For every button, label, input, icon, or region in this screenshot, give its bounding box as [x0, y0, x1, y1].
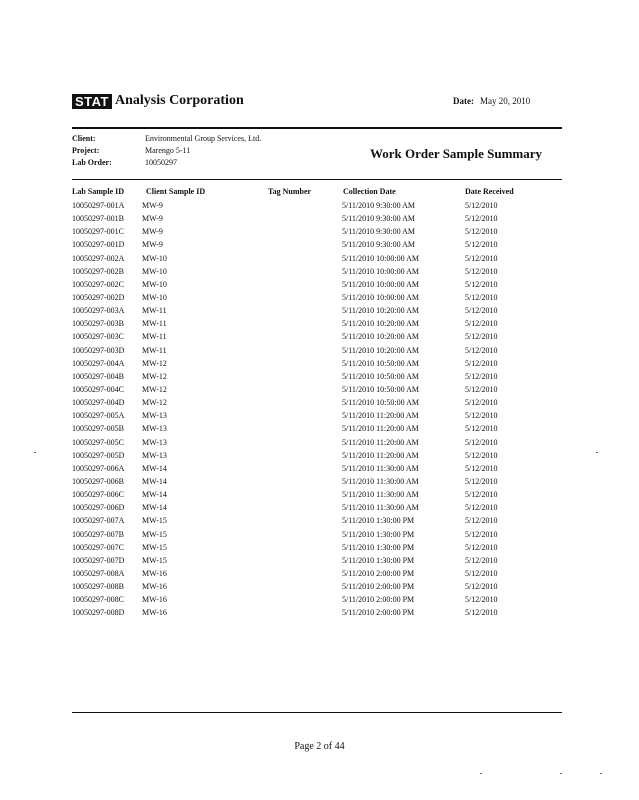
collection-date-cell: 5/11/2010 10:20:00 AM [342, 332, 420, 342]
client-sample-id-cell: MW-10 [142, 279, 167, 289]
lab-sample-id-cell: 10050297-004C [72, 384, 124, 394]
date-received-cell: 5/12/2010 [465, 555, 498, 565]
table-row [0, 556, 639, 569]
client-sample-id-cell: MW-10 [142, 266, 167, 276]
date-received-cell: 5/12/2010 [465, 332, 498, 342]
collection-date-cell: 5/11/2010 10:20:00 AM [342, 319, 420, 329]
lab-sample-id-cell: 10050297-005D [72, 450, 125, 460]
client-sample-id-cell: MW-16 [142, 608, 167, 618]
date-received-cell: 5/12/2010 [465, 306, 498, 316]
lab-sample-id-cell: 10050297-003D [72, 345, 125, 355]
client-value: Environmental Group Services, Ltd. [145, 134, 262, 143]
lab-sample-id-cell: 10050297-003C [72, 332, 124, 342]
lab-sample-id-cell: 10050297-007A [72, 516, 125, 526]
client-sample-id-cell: MW-12 [142, 371, 167, 381]
table-row [0, 372, 639, 385]
table-row [0, 464, 639, 477]
date-received-cell: 5/12/2010 [465, 503, 498, 513]
table-row [0, 214, 639, 227]
lab-sample-id-cell: 10050297-007D [72, 555, 125, 565]
col-header-collection-date: Collection Date [343, 187, 396, 196]
client-sample-id-cell: MW-13 [142, 424, 167, 434]
lab-sample-id-cell: 10050297-001D [72, 240, 125, 250]
table-row [0, 267, 639, 280]
project-value: Marengo 5-11 [145, 146, 191, 155]
lab-sample-id-cell: 10050297-002D [72, 292, 125, 302]
table-row [0, 227, 639, 240]
client-sample-id-cell: MW-9 [142, 240, 163, 250]
client-sample-id-cell: MW-14 [142, 476, 167, 486]
date-received-cell: 5/12/2010 [465, 227, 498, 237]
date-received-cell: 5/12/2010 [465, 371, 498, 381]
lab-sample-id-cell: 10050297-004A [72, 358, 125, 368]
date-received-cell: 5/12/2010 [465, 292, 498, 302]
date-received-cell: 5/12/2010 [465, 358, 498, 368]
table-row [0, 319, 639, 332]
client-sample-id-cell: MW-11 [142, 332, 167, 342]
table-row [0, 438, 639, 451]
client-sample-id-cell: MW-14 [142, 463, 167, 473]
client-sample-id-cell: MW-14 [142, 490, 167, 500]
table-row [0, 240, 639, 253]
lab-sample-id-cell: 10050297-003B [72, 319, 124, 329]
table-row [0, 411, 639, 424]
table-row [0, 582, 639, 595]
scan-speck [596, 452, 598, 453]
lab-order-label: Lab Order: [72, 158, 112, 167]
date-received-cell: 5/12/2010 [465, 568, 498, 578]
lab-sample-id-cell: 10050297-004B [72, 371, 124, 381]
col-header-date-received: Date Received [465, 187, 514, 196]
table-row [0, 346, 639, 359]
lab-order-value: 10050297 [145, 158, 177, 167]
collection-date-cell: 5/11/2010 1:30:00 PM [342, 516, 415, 526]
project-label: Project: [72, 146, 100, 155]
col-header-lab-sample-id: Lab Sample ID [72, 187, 125, 196]
table-row [0, 451, 639, 464]
table-row [0, 530, 639, 543]
client-sample-id-cell: MW-12 [142, 384, 167, 394]
table-row [0, 569, 639, 582]
lab-sample-id-cell: 10050297-006D [72, 503, 125, 513]
date-received-cell: 5/12/2010 [465, 253, 498, 263]
table-row [0, 398, 639, 411]
lab-sample-id-cell: 10050297-002B [72, 266, 124, 276]
lab-sample-id-cell: 10050297-006A [72, 463, 125, 473]
collection-date-cell: 5/11/2010 11:20:00 AM [342, 424, 419, 434]
date-received-cell: 5/12/2010 [465, 476, 498, 486]
client-sample-id-cell: MW-13 [142, 411, 167, 421]
lab-sample-id-cell: 10050297-007B [72, 529, 124, 539]
table-top-rule [72, 179, 562, 180]
lab-sample-id-cell: 10050297-001A [72, 201, 125, 210]
collection-date-cell: 5/11/2010 11:20:00 AM [342, 411, 419, 421]
header-rule-thick [72, 127, 562, 129]
table-row [0, 543, 639, 556]
client-sample-id-cell: MW-16 [142, 595, 167, 605]
client-sample-id-cell: MW-15 [142, 542, 167, 552]
client-sample-id-cell: MW-15 [142, 516, 167, 526]
collection-date-cell: 5/11/2010 2:00:00 PM [342, 568, 415, 578]
date-received-cell: 5/12/2010 [465, 319, 498, 329]
lab-sample-id-cell: 10050297-002C [72, 279, 124, 289]
lab-sample-id-cell: 10050297-008A [72, 568, 125, 578]
scan-speck [480, 773, 482, 774]
date-received-cell: 5/12/2010 [465, 345, 498, 355]
client-sample-id-cell: MW-16 [142, 568, 167, 578]
date-received-cell: 5/12/2010 [465, 411, 498, 421]
date-received-cell: 5/12/2010 [465, 214, 498, 224]
lab-sample-id-cell: 10050297-001B [72, 214, 124, 224]
lab-sample-id-cell: 10050297-005A [72, 411, 125, 421]
date-received-cell: 5/12/2010 [465, 240, 498, 250]
collection-date-cell: 5/11/2010 9:30:00 AM [342, 227, 416, 237]
client-sample-id-cell: MW-12 [142, 358, 167, 368]
collection-date-cell: 5/11/2010 1:30:00 PM [342, 529, 415, 539]
date-received-cell: 5/12/2010 [465, 279, 498, 289]
table-row [0, 280, 639, 293]
lab-sample-id-cell: 10050297-008B [72, 582, 124, 592]
collection-date-cell: 5/11/2010 2:00:00 PM [342, 582, 415, 592]
table-row [0, 477, 639, 490]
table-row [0, 490, 639, 503]
table-row [0, 595, 639, 608]
collection-date-cell: 5/11/2010 2:00:00 PM [342, 608, 415, 618]
report-title: Work Order Sample Summary [370, 146, 543, 161]
footer-rule [72, 712, 562, 713]
scan-speck [600, 773, 602, 774]
client-sample-id-cell: MW-15 [142, 529, 167, 539]
lab-sample-id-cell: 10050297-006B [72, 476, 124, 486]
date-received-cell: 5/12/2010 [465, 424, 498, 434]
table-row [0, 516, 639, 529]
collection-date-cell: 5/11/2010 9:30:00 AM [342, 201, 416, 210]
table-row [0, 306, 639, 319]
scan-speck [560, 773, 562, 774]
collection-date-cell: 5/11/2010 2:00:00 PM [342, 595, 415, 605]
collection-date-cell: 5/11/2010 11:20:00 AM [342, 437, 419, 447]
table-row [0, 503, 639, 516]
client-label: Client: [72, 134, 96, 143]
table-row [0, 293, 639, 306]
collection-date-cell: 5/11/2010 1:30:00 PM [342, 542, 415, 552]
table-row [0, 254, 639, 267]
date-received-cell: 5/12/2010 [465, 595, 498, 605]
table-row [0, 359, 639, 372]
lab-sample-id-cell: 10050297-002A [72, 253, 125, 263]
client-sample-id-cell: MW-11 [142, 345, 167, 355]
collection-date-cell: 5/11/2010 10:00:00 AM [342, 266, 420, 276]
client-sample-id-cell: MW-16 [142, 582, 167, 592]
table-row [0, 424, 639, 437]
date-received-cell: 5/12/2010 [465, 437, 498, 447]
lab-sample-id-cell: 10050297-001C [72, 227, 124, 237]
date-received-cell: 5/12/2010 [465, 582, 498, 592]
collection-date-cell: 5/11/2010 10:00:00 AM [342, 253, 420, 263]
client-sample-id-cell: MW-10 [142, 292, 167, 302]
collection-date-cell: 5/11/2010 10:00:00 AM [342, 279, 420, 289]
lab-sample-id-cell: 10050297-008C [72, 595, 124, 605]
report-date [453, 96, 530, 106]
collection-date-cell: 5/11/2010 11:30:00 AM [342, 476, 419, 486]
table-row [0, 332, 639, 345]
date-received-cell: 5/12/2010 [465, 608, 498, 618]
sample-table-body [0, 201, 639, 622]
date-received-cell: 5/12/2010 [465, 463, 498, 473]
date-value: May 20, 2010 [480, 96, 531, 106]
collection-date-cell: 5/11/2010 1:30:00 PM [342, 555, 415, 565]
collection-date-cell: 5/11/2010 10:50:00 AM [342, 371, 420, 381]
table-row [0, 201, 639, 214]
lab-sample-id-cell: 10050297-005B [72, 424, 124, 434]
collection-date-cell: 5/11/2010 9:30:00 AM [342, 214, 416, 224]
collection-date-cell: 5/11/2010 11:30:00 AM [342, 503, 419, 513]
lab-sample-id-cell: 10050297-005C [72, 437, 124, 447]
collection-date-cell: 5/11/2010 11:30:00 AM [342, 490, 419, 500]
lab-sample-id-cell: 10050297-003A [72, 306, 125, 316]
client-sample-id-cell: MW-15 [142, 555, 167, 565]
collection-date-cell: 5/11/2010 10:00:00 AM [342, 292, 420, 302]
date-received-cell: 5/12/2010 [465, 266, 498, 276]
col-header-tag-number: Tag Number [268, 187, 312, 196]
table-row [0, 385, 639, 398]
date-received-cell: 5/12/2010 [465, 516, 498, 526]
date-received-cell: 5/12/2010 [465, 450, 498, 460]
page-number: Page 2 of 44 [294, 741, 345, 752]
client-sample-id-cell: MW-10 [142, 253, 167, 263]
lab-sample-id-cell: 10050297-008D [72, 608, 125, 618]
scan-speck [34, 452, 36, 453]
date-label: Date: [453, 96, 474, 106]
client-sample-id-cell: MW-13 [142, 450, 167, 460]
client-sample-id-cell: MW-12 [142, 398, 167, 408]
client-sample-id-cell: MW-13 [142, 437, 167, 447]
collection-date-cell: 5/11/2010 10:50:00 AM [342, 358, 420, 368]
collection-date-cell: 5/11/2010 11:20:00 AM [342, 450, 419, 460]
table-row [0, 608, 639, 621]
lab-sample-id-cell: 10050297-007C [72, 542, 124, 552]
client-sample-id-cell: MW-14 [142, 503, 167, 513]
client-sample-id-cell: MW-9 [142, 214, 163, 224]
col-header-client-sample-id: Client Sample ID [146, 187, 206, 196]
collection-date-cell: 5/11/2010 9:30:00 AM [342, 240, 416, 250]
company-name: Analysis Corporation [115, 93, 244, 108]
date-received-cell: 5/12/2010 [465, 398, 498, 408]
client-sample-id-cell: MW-11 [142, 319, 167, 329]
lab-sample-id-cell: 10050297-006C [72, 490, 124, 500]
date-received-cell: 5/12/2010 [465, 542, 498, 552]
collection-date-cell: 5/11/2010 10:20:00 AM [342, 345, 420, 355]
collection-date-cell: 5/11/2010 10:20:00 AM [342, 306, 420, 316]
date-received-cell: 5/12/2010 [465, 490, 498, 500]
collection-date-cell: 5/11/2010 11:30:00 AM [342, 463, 419, 473]
client-sample-id-cell: MW-9 [142, 201, 163, 210]
client-sample-id-cell: MW-9 [142, 227, 163, 237]
date-received-cell: 5/12/2010 [465, 201, 498, 210]
lab-sample-id-cell: 10050297-004D [72, 398, 125, 408]
collection-date-cell: 5/11/2010 10:50:00 AM [342, 384, 420, 394]
date-received-cell: 5/12/2010 [465, 384, 498, 394]
collection-date-cell: 5/11/2010 10:50:00 AM [342, 398, 420, 408]
date-received-cell: 5/12/2010 [465, 529, 498, 539]
client-sample-id-cell: MW-11 [142, 306, 167, 316]
company-logo: STAT [72, 94, 112, 109]
